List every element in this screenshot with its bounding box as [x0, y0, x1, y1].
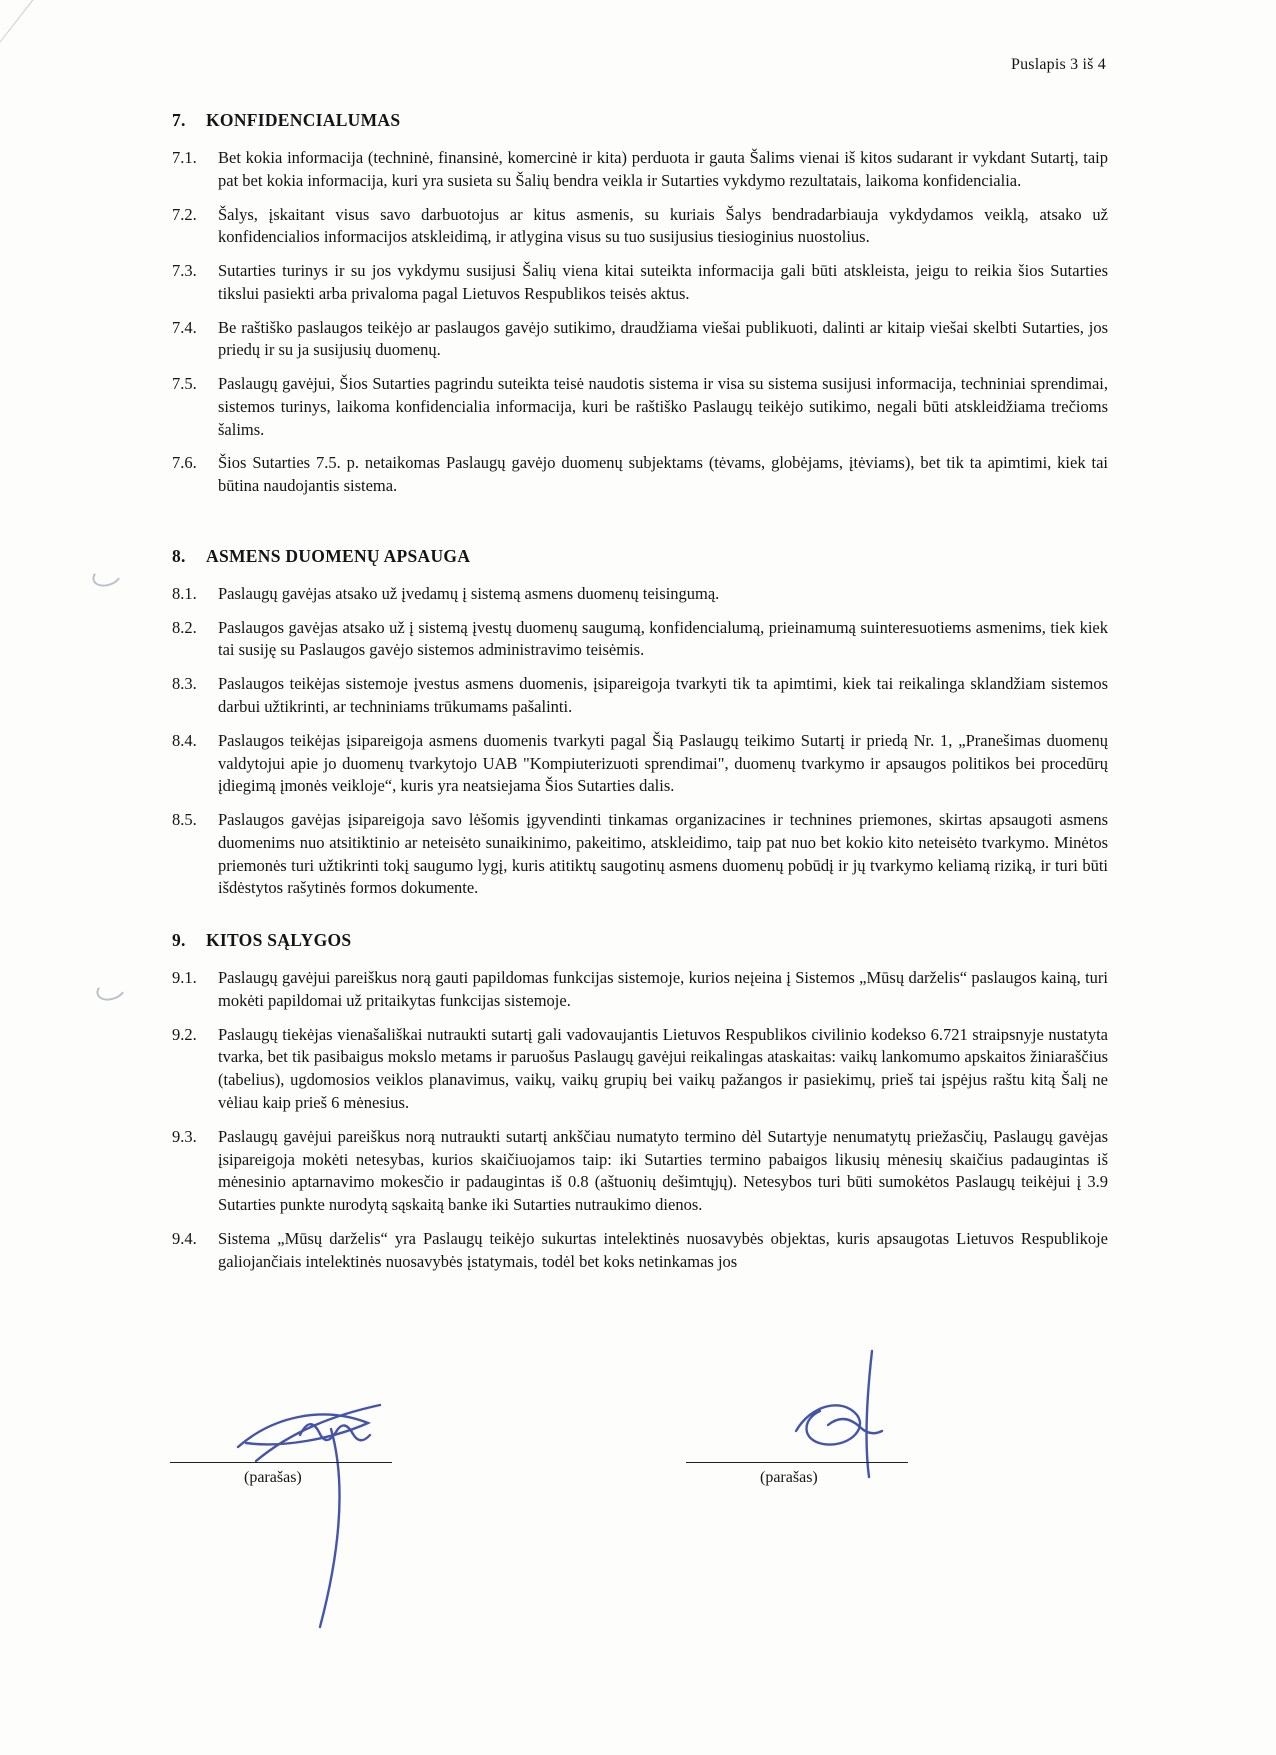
clause-8-3 — [172, 673, 1108, 719]
clause-9-1 — [172, 967, 1108, 1013]
clause-7-3 — [172, 260, 1108, 306]
clause-text: Šalys, įskaitant visus savo darbuotojus ar kitus asmenis, su kuriais Šalys bendradarbiauja vykdydamos veiklą, atsako už konfidencialios informacijos atskleidimą, ir atlygina visus su tuo susijusius tiesioginius nuostolius. — [218, 204, 1108, 247]
clause-text: Paslaugos teikėjas sistemoje įvestus asmens duomenis, įsipareigoja tvarkyti tik ta apimtimi, kiek tai reikalinga sklandžiam sistemos darbui užtikrinti, ar techniniams trūkumams pašalinti. — [218, 674, 1108, 717]
scan-artifact-mark — [90, 562, 125, 590]
scan-artifact-mark — [94, 976, 129, 1004]
clause-number: 9.2. — [172, 1024, 197, 1044]
clause-9-3 — [172, 1126, 1108, 1217]
clause-number: 9.4. — [172, 1228, 197, 1248]
clause-text: Paslaugos gavėjas įsipareigoja savo lėšomis įgyvendinti tinkamas organizacines ir technines priemones, skirtas apsaugoti asmens duomenims nuo atsitiktinio ar neteisėto sunaikinimo, pakeitimo, atskleidimo, taip pat nuo bet kokio kito neteisėto tvarkymo. Minėtos priemonės turi užtikrinti tokį saugumo lygį, kuris atitiktų saugotinų asmens duomenų pobūdį ir jų tvarkymo keliamą riziką, ir turi būti išdėstytos rašytinės formos dokumente. — [218, 810, 1108, 898]
clause-text: Paslaugų gavėjui pareiškus norą nutraukti sutartį ankščiau numatyto termino dėl Sutartyje nenumatytų priežasčių, Paslaugų gavėjas įsipareigoja mokėti netesybas, kurios skaičiuojamos taip: iki Sutarties termino pabaigos likusių mėnesių skaičius padaugintas iš mėnesinio aptarnavimo mokesčio ir padaugintas iš 0.8 (aštuonių dešimtųjų). Netesybos turi būti sumokėtos Paslaugų teikėjui į 3.9 Sutarties punkte nurodytą sąskaitą banke iki Sutarties nutraukimo dienos. — [218, 1126, 1108, 1215]
section-title: ASMENS DUOMENŲ APSAUGA — [206, 545, 471, 566]
section-title: KONFIDENCIALUMAS — [206, 110, 401, 130]
clause-text: Šios Sutarties 7.5. p. netaikomas Paslaugų gavėjo duomenų subjektams (tėvams, globėjams, įtėviams), bet tik ta apimtimi, kiek tai būtina naudojantis sistema. — [218, 453, 1108, 496]
clause-8-5 — [172, 809, 1108, 900]
section-number: 7. — [172, 110, 186, 130]
document-content — [172, 110, 1108, 1303]
clause-number: 8.2. — [172, 617, 197, 637]
clause-text: Sutarties turinys ir su jos vykdymu susijusi Šalių viena kitai suteikta informacija gali būti atskleista, jeigu to reikia šios Sutarties tikslui pasiekti arba privaloma pagal Lietuvos Respublikos teisės aktus. — [218, 261, 1108, 303]
clause-7-5 — [172, 373, 1108, 441]
signature-label-right: (parašas) — [760, 1469, 818, 1486]
clause-text: Paslaugų gavėjas atsako už įvedamų į sistemą asmens duomenų teisingumą. — [218, 583, 720, 603]
section-number: 8. — [172, 545, 186, 566]
clause-9-4 — [172, 1228, 1108, 1274]
clause-number: 9.3. — [172, 1126, 197, 1146]
clause-9-2 — [172, 1024, 1108, 1115]
clause-text: Paslaugos teikėjas įsipareigoja asmens duomenis tvarkyti pagal Šią Paslaugų teikimo Sutartį ir priedą Nr. 1, „Pranešimas duomenų valdytojui apie jo duomenų tvarkytojo UAB "Kompiuterizuoti sprendimai", duomenų tvarkymo ir apsaugos politikos bei procedūrų įdiegimą įmonės veikloje“, kuris yra neatsiejama Šios Sutarties dalis. — [218, 730, 1108, 796]
page-number: Puslapis 3 iš 4 — [1010, 56, 1106, 73]
clause-number: 9.1. — [172, 968, 197, 988]
section-title: KITOS SĄLYGOS — [206, 930, 352, 951]
signature-ink-overlay — [0, 1335, 1276, 1645]
clause-text: Bet kokia informacija (techninė, finansinė, komercinė ir kita) perduota ir gauta Šalims vienai iš kitos sudarant ir vykdant Sutartį, taip pat bet kokia informacija, kuri yra susieta su Šalių bendra veikla ir Sutarties vykdymo rezultatais, laikoma konfidencialia. — [218, 148, 1108, 190]
clause-7-2 — [172, 204, 1108, 250]
clause-number: 8.4. — [172, 730, 197, 750]
section-9 — [172, 930, 1108, 1273]
clause-number: 7.6. — [172, 453, 197, 473]
section-number: 9. — [172, 930, 186, 951]
section-heading — [172, 930, 1108, 951]
clause-text: Sistema „Mūsų darželis“ yra Paslaugų teikėjo sukurtas intelektinės nuosavybės objektas, kuris apsaugotas Lietuvos Respublikoje galiojančiais intelektinės nuosavybės įstatymais, todėl bet koks netinkamas jos — [218, 1228, 1108, 1271]
signature-line-left — [170, 1448, 392, 1463]
clause-number: 7.2. — [172, 204, 197, 224]
section-8 — [172, 546, 1108, 900]
signature-label-left: (parašas) — [244, 1469, 302, 1486]
signature-block-left — [170, 1448, 392, 1487]
clause-number: 7.3. — [172, 261, 197, 281]
clause-number: 8.5. — [172, 810, 197, 830]
clause-text: Paslaugų gavėjui pareiškus norą gauti papildomas funkcijas sistemoje, kurios neįeina į Sistemos „Mūsų darželis“ paslaugos kainą, turi mokėti papildomai už pritaikytas funkcijas sistemoje. — [218, 968, 1108, 1010]
signature-line-right — [686, 1448, 908, 1463]
clause-8-2 — [172, 617, 1108, 663]
section-heading — [172, 546, 1108, 567]
clause-number: 8.3. — [172, 674, 197, 694]
section-7 — [172, 110, 1108, 498]
signature-ink-left — [238, 1405, 380, 1627]
signature-block-right — [686, 1448, 908, 1487]
clause-number: 7.1. — [172, 148, 197, 167]
clause-8-4 — [172, 730, 1108, 798]
clause-text: Paslaugos gavėjas atsako už į sistemą įvestų duomenų saugumą, konfidencialumą, prieinamumą suinteresuotiems asmenims, tiek kiek tai susiję su Paslaugos gavėjo sistemos administravimo teisėmis. — [218, 617, 1108, 660]
clause-7-1 — [172, 147, 1108, 193]
clause-number: 7.4. — [172, 317, 197, 337]
clause-7-4 — [172, 317, 1108, 363]
clause-text: Paslaugų gavėjui, Šios Sutarties pagrindu suteikta teisė naudotis sistema ir visa su sistema susijusi informacija, techniniai sprendimai, sistemos turinys, laikoma konfidencialia informacija, kuri be raštiško Paslaugų teikėjo sutikimo, negali būti atskleidžiama trečioms šalims. — [218, 374, 1108, 439]
clause-8-1 — [172, 583, 1108, 606]
clause-text: Paslaugų tiekėjas vienašališkai nutraukti sutartį gali vadovaujantis Lietuvos Respublikos civilinio kodekso 6.721 straipsnyje nustatyta tvarka, bet tik pasibaigus mokslo metams ir paruošus Paslaugų gavėjui reikalingas ataskaitas: vaikų lankomumo apskaitos žiniaraščius (tabelius), ugdomosios veiklos planavimus, vaikų, vaikų grupių bei vaikų pažangos ir pasiekimų, prieš tai įspėjus raštu kitą Šalį ne vėliau kaip prieš 6 mėnesius. — [218, 1024, 1108, 1112]
clause-number: 8.1. — [172, 583, 197, 603]
section-heading — [172, 110, 1108, 131]
scan-artifact-diagonal — [0, 0, 41, 156]
clause-7-6 — [172, 452, 1108, 498]
clause-text: Be raštiško paslaugos teikėjo ar paslaugos gavėjo sutikimo, draudžiama viešai publikuoti, dalinti ar kitaip viešai skelbti Sutarties, jos priedų ir su ja susijusių duomenų. — [218, 317, 1108, 360]
clause-number: 7.5. — [172, 374, 197, 394]
